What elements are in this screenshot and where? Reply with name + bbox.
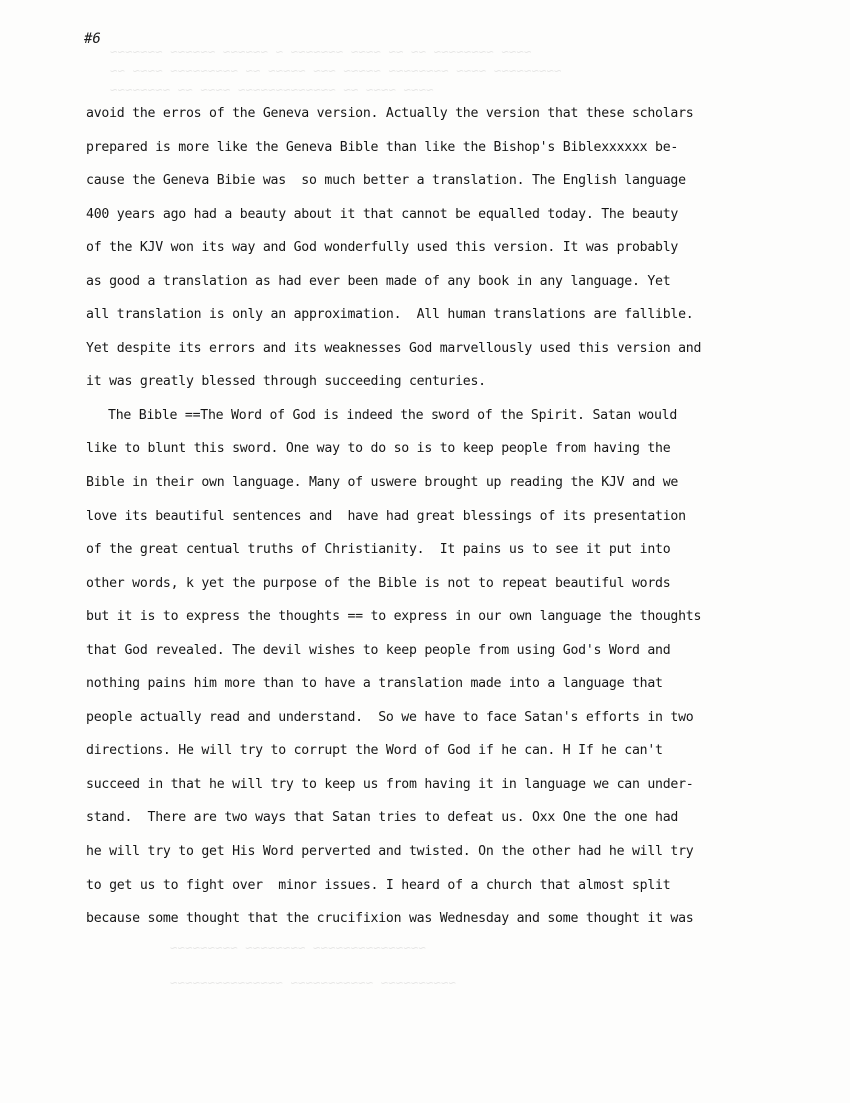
text-line: directions. He will try to corrupt the Word of God if he can. H If he can't: [86, 743, 663, 759]
text-line: as good a translation as had ever been made of any book in any language. Yet: [86, 273, 671, 289]
text-line: but it is to express the thoughts == to express in our own language the thoughts: [86, 609, 702, 625]
text-line: nothing pains him more than to have a translation made into a language that: [86, 676, 663, 692]
text-line: all translation is only an approximation. All human translations are fallible.: [86, 307, 694, 323]
text-line: prepared is more like the Geneva Bible than like the Bishop's Biblexxxxxx be-: [86, 139, 679, 155]
text-line: The Bible ==The Word of God is indeed the sword of the Spirit. Satan would: [108, 407, 678, 423]
text-line: he will try to get His Word perverted and twisted. On the other had he will try: [86, 844, 694, 860]
text-line: other words, k yet the purpose of the Bible is not to repeat beautiful words: [86, 575, 671, 591]
reverse-side-bleed: ~~~~~~~~~ ~~~~ ~~~~~~~~ ~~~~~ ~~~ ~~~~~ ~~ ~~~~~~~~~ ~~~~ ~~: [110, 63, 562, 78]
reverse-side-bleed: ~~~~~~~~~~ ~~~~~~~~~~~ ~~~~~~~~~~~~~~~: [170, 975, 456, 990]
text-line: because some thought that the crucifixion was Wednesday and some thought it was: [86, 911, 694, 927]
text-line: 400 years ago had a beauty about it that cannot be equalled today. The beauty: [86, 206, 679, 222]
text-line: like to blunt this sword. One way to do so is to keep people from having the: [86, 441, 671, 457]
text-line: people actually read and understand. So we have to face Satan's efforts in two: [86, 709, 694, 725]
text-line: love its beautiful sentences and have had great blessings of its presentation: [86, 508, 686, 524]
text-line: succeed in that he will try to keep us from having it in language we can under-: [86, 776, 694, 792]
paragraph: [86, 399, 766, 936]
body-text: [86, 97, 766, 936]
text-line: cause the Geneva Bibie was so much better a translation. The English language: [86, 173, 686, 189]
text-line: Yet despite its errors and its weaknesses God marvellously used this version and: [86, 340, 702, 356]
text-line: to get us to fight over minor issues. I heard of a church that almost split: [86, 877, 671, 893]
text-line: Bible in their own language. Many of uswere brought up reading the KJV and we: [86, 475, 679, 491]
text-line: stand. There are two ways that Satan tries to defeat us. Oxx One the one had: [86, 810, 679, 826]
page-number: #6: [84, 31, 101, 47]
reverse-side-bleed: ~~~~~~~~~~~~~~~ ~~~~~~~~ ~~~~~~~~~: [170, 940, 426, 955]
text-line: that God revealed. The devil wishes to keep people from using God's Word and: [86, 642, 671, 658]
reverse-side-bleed: ~~~~ ~~~~ ~~ ~~~~~~~~~~~~~ ~~~~ ~~ ~~~~~~~~: [110, 82, 434, 97]
text-line: of the great centual truths of Christianity. It pains us to see it put into: [86, 542, 671, 558]
text-line: avoid the erros of the Geneva version. Actually the version that these scholars: [86, 106, 694, 121]
text-line: of the KJV won its way and God wonderfully used this version. It was probably: [86, 240, 679, 256]
text-line: it was greatly blessed through succeeding centuries.: [86, 374, 486, 390]
reverse-side-bleed: ~~~~ ~~~~~~~~ ~~ ~~ ~~~~ ~~~~~~~ ~ ~~~~~~ ~~~~~~ ~~~~~~~: [110, 44, 532, 59]
paragraph: [86, 97, 766, 399]
